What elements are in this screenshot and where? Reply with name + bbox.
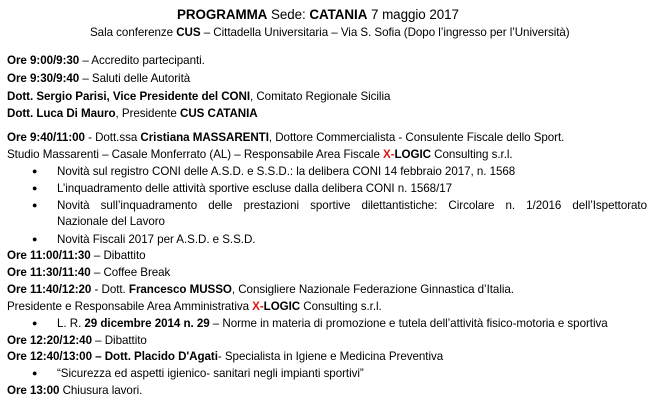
list-item	[57, 316, 608, 331]
venue-address: – Cittadella Universitaria – Via S. Sofia (Dopo l’ingresso per l’Università)	[203, 26, 570, 39]
bullet-icon: ●	[32, 166, 38, 176]
time: Ore 9:30/9:40	[7, 72, 80, 85]
schedule-row	[7, 130, 564, 145]
row-text: – Accredito partecipanti.	[79, 54, 205, 67]
list-item: Novità sull’inquadramento delle prestazioni sportive dilettantistiche: Circolare n. 1/2016 dell’Ispettorato	[57, 199, 647, 212]
row-text: - Dott.ssa	[84, 131, 141, 144]
brand-x: X-	[383, 148, 395, 161]
time: Ore 12:20/12:40	[7, 334, 92, 347]
row-text: Consulting s.r.l.	[300, 300, 382, 313]
row-text: – Norme in materia di promozione e tutela dell’attività fisico-motoria e sportiva	[209, 317, 608, 330]
row-text: Presidente e Responsabile Area Amministrativa	[7, 300, 253, 313]
time: Ore 13:00	[7, 384, 60, 397]
title-sede-label: Sede:	[270, 7, 306, 22]
row-text: – Saluti delle Autorità	[79, 72, 191, 85]
speaker-row	[7, 106, 258, 121]
schedule-row	[7, 333, 147, 348]
list-item: Novità Fiscali 2017 per A.S.D. e S.S.D.	[57, 233, 256, 246]
row-text: , Consigliere Nazionale Federazione Ginnastica d’Italia.	[231, 283, 514, 296]
venue-line	[90, 25, 570, 40]
speaker-name: Cristiana MASSARENTI	[140, 131, 269, 144]
time: Ore 11:40/12:20	[7, 283, 92, 296]
speaker-row	[7, 89, 390, 104]
row-text: Chiusura lavori.	[59, 384, 143, 397]
row-text: L. R.	[57, 317, 85, 330]
schedule-row	[7, 349, 443, 364]
title-city: CATANIA	[309, 7, 368, 22]
schedule-row	[7, 71, 190, 86]
time: Ore 9:00/9:30	[7, 54, 80, 67]
brand-logic: LOGIC	[263, 300, 301, 313]
law-date: 29 dicembre 2014 n. 29	[84, 317, 210, 330]
bullet-icon: ●	[32, 234, 38, 244]
title-programma: PROGRAMMA	[177, 7, 268, 22]
title-date: 7 maggio 2017	[371, 7, 459, 22]
list-item: L’inquadramento delle attività sportive escluse dalla delibera CONI n. 1568/17	[57, 182, 453, 195]
speaker-name: Dott. Sergio Parisi, Vice Presidente del CONI	[7, 90, 251, 103]
org-name: CUS CATANIA	[180, 107, 258, 120]
row-text: , Presidente	[115, 107, 180, 120]
schedule-row	[7, 265, 170, 280]
row-text: Studio Massarenti – Casale Monferrato (AL) – Responsabile Area Fiscale	[7, 148, 384, 161]
time: Ore 11:00/11:30	[7, 249, 91, 262]
speaker-name: Dott. Luca Di Mauro	[7, 107, 116, 120]
row-text: Consulting s.r.l.	[430, 148, 513, 161]
schedule-row	[7, 53, 205, 68]
schedule-row	[7, 282, 514, 297]
list-item: “Sicurezza ed aspetti igienico- sanitari negli impianti sportivi”	[57, 367, 364, 380]
row-text: – Dibattito	[91, 334, 147, 347]
bullet-icon: ●	[32, 183, 38, 193]
time: Ore 11:30/11:40	[7, 266, 91, 279]
row-text: , Comitato Regionale Sicilia	[250, 90, 391, 103]
affiliation-row	[7, 299, 382, 314]
bullet-icon: ●	[32, 368, 38, 378]
schedule-row	[7, 248, 146, 263]
row-text: - Dott.	[91, 283, 129, 296]
brand-logic: LOGIC	[394, 148, 431, 161]
brand-x: X-	[252, 300, 264, 313]
venue-cus: CUS	[176, 26, 201, 39]
speaker-name: Dott. Placido D'Agati	[104, 350, 218, 363]
time: Ore 12:40/13:00	[7, 350, 92, 363]
schedule-row	[7, 383, 142, 398]
row-text: , Dottore Commercialista - Consulente Fiscale dello Sport.	[268, 131, 565, 144]
bullet-icon: ●	[32, 200, 38, 210]
speaker-name: Francesco MUSSO	[128, 283, 232, 296]
page-title	[177, 6, 459, 23]
bullet-icon: ●	[32, 318, 38, 328]
list-item-continued: Nazionale del Lavoro	[57, 215, 165, 228]
venue-label: Sala conferenze	[90, 26, 174, 39]
time: Ore 9:40/11:00	[7, 131, 85, 144]
row-text: –	[91, 350, 105, 363]
affiliation-row	[7, 147, 513, 162]
row-text: - Specialista in Igiene e Medicina Preventiva	[217, 350, 444, 363]
row-text: – Dibattito	[90, 249, 146, 262]
list-item: Novità sul registro CONI delle A.S.D. e S.S.D.: la delibera CONI 14 febbraio 2017, n. 1568	[57, 165, 516, 178]
row-text: – Coffee Break	[90, 266, 171, 279]
